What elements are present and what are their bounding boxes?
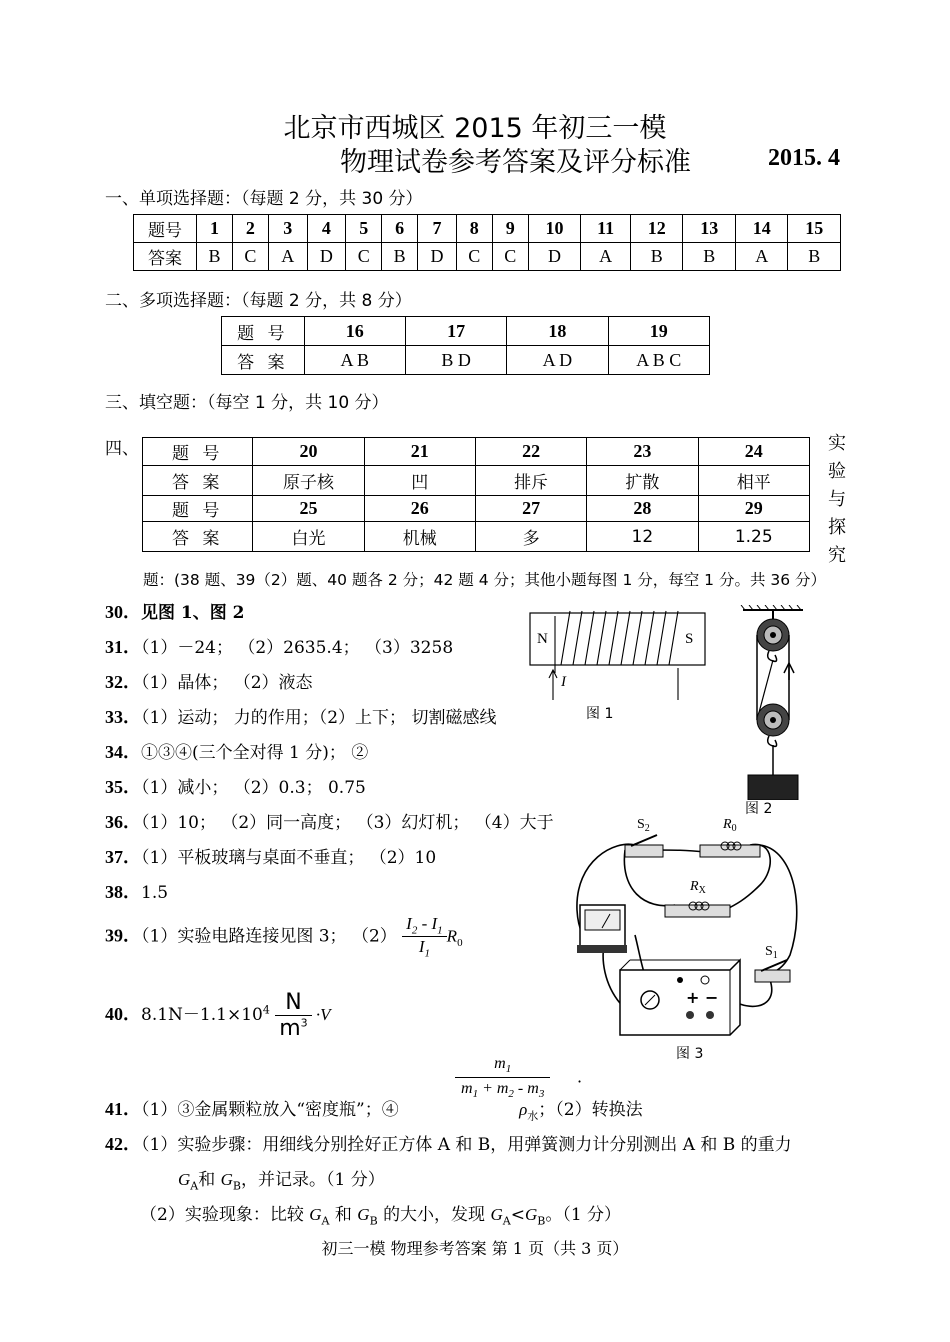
figure-2-pulley [735,605,810,800]
question-number-cell: 9 [492,215,528,243]
question-number-cell: 2 [232,215,268,243]
question-number-cell: 10 [528,215,580,243]
answer-cell: 凹 [364,466,475,496]
answer-36: 36．（1）10； （2）同一高度； （3）幻灯机； （4）大于 [105,812,554,833]
question-number-cell: 27 [475,496,586,522]
answer-cell: 机械 [364,522,475,552]
section-2-heading: 二、多项选择题：（每题 2 分，共 8 分） [105,291,412,311]
question-number-cell: 12 [630,215,682,243]
question-number-cell: 5 [346,215,382,243]
figure-1-caption: 图 1 [586,706,614,722]
answer-cell: 1.25 [698,522,809,552]
answer-cell: 相平 [698,466,809,496]
question-label: 题 号 [143,438,253,466]
answer-cell: B [683,243,735,271]
side-heading-char: 与 [828,489,846,510]
answer-34: 34．①③④(三个全对得 1 分)； ② [105,742,369,763]
answer-cell: D [307,243,346,271]
answer-cell: C [456,243,492,271]
answer-label: 答 案 [222,346,305,375]
answer-38: 38．1.5 [105,882,169,903]
question-label: 题 号 [222,317,305,346]
question-number-cell: 16 [304,317,405,346]
page-footer: 初三一模 物理参考答案 第 1 页（共 3 页） [321,1239,629,1258]
question-number-cell: 24 [698,438,809,466]
title-line-2: 物理试卷参考答案及评分标准 [340,147,691,178]
question-number-cell: 22 [475,438,586,466]
section-1-table [133,214,841,271]
question-number-cell: 26 [364,496,475,522]
section-4-prefix: 四、 [105,439,139,459]
section-4-heading: 题：(38 题、39（2）题、40 题各 2 分；42 题 4 分；其他小题每图 1 分，每空 1 分。共 36 分） [143,571,827,589]
question-label: 题号 [134,215,197,243]
question-number-cell: 29 [698,496,809,522]
answer-41: 41．（1）③金属颗粒放入“密度瓶”；④ $\rho_水$；（2）转换法 [105,1099,643,1123]
answer-cell: C [346,243,382,271]
answer-cell: D [528,243,580,271]
figure-1-electromagnet [525,608,715,703]
rx-label: $R_X$ [690,879,706,896]
section-2-table [221,316,710,375]
question-number-cell: 15 [788,215,841,243]
answer-42-line-1: 42．（1）实验步骤：用细线分别拴好正方体 A 和 B，用弹簧测力计分别测出 A 和 B 的重力 [105,1134,792,1155]
question-number-cell: 1 [197,215,233,243]
s1-label: $S_1$ [765,944,778,961]
question-number-cell: 25 [253,496,364,522]
answer-cell: B [382,243,418,271]
figure-2-caption: 图 2 [745,801,773,817]
answer-label: 答 案 [143,522,253,552]
side-heading-char: 验 [828,461,846,482]
section-3-heading: 三、填空题：（每空 1 分，共 10 分） [105,393,389,413]
side-heading-char: 究 [828,545,846,566]
question-number-cell: 17 [405,317,506,346]
answer-cell: A [735,243,787,271]
answer-42-line-2: $G_A$和 $G_B$，并记录。（1 分） [178,1170,385,1193]
answer-cell: 排斥 [475,466,586,496]
answer-cell: B [630,243,682,271]
figure-3-circuit [565,810,810,1045]
answer-42-line-3: （2）实验现象：比较 $G_A$ 和 $G_B$ 的大小，发现 $G_A<G_B$。（1 分） [140,1205,622,1228]
section-3-table [142,437,810,552]
question-number-cell: 18 [507,317,608,346]
answer-cell: A B C [608,346,709,375]
answer-cell: C [492,243,528,271]
question-number-cell: 13 [683,215,735,243]
unit-fraction: $\frac{N}{m^3}$ [275,990,311,1041]
answer-31: 31．（1）－24； （2）2635.4； （3）3258 [105,637,454,658]
question-number-cell: 4 [307,215,346,243]
exam-date: 2015. 4 [768,145,840,171]
answer-label: 答 案 [143,466,253,496]
answer-cell: A B [304,346,405,375]
answer-32: 32．（1）晶体； （2）液态 [105,672,313,693]
question-number-cell: 23 [587,438,698,466]
question-label: 题 号 [143,496,253,522]
answer-35: 35．（1）减小； （2）0.3； 0.75 [105,777,366,798]
answer-cell: 白光 [253,522,364,552]
question-number-cell: 6 [382,215,418,243]
answer-cell: C [232,243,268,271]
answer-30: 30．见图 1、图 2 [105,602,245,623]
svg-text:+ −: + − [686,988,719,1007]
r0-label: $R_0$ [723,817,737,834]
section-1-heading: 一、单项选择题：（每题 2 分，共 30 分） [105,189,423,209]
question-number-cell: 8 [456,215,492,243]
answer-label: 答案 [134,243,197,271]
answer-cell: D [418,243,457,271]
answer-39: 39．（1）实验电路连接见图 3； （2） $\frac{I_2 - I_1}{I_1}$ $R_0$ [105,914,463,960]
magnet-s-label: S [685,631,694,647]
side-heading-char: 探 [828,517,846,538]
current-label: I [561,674,566,690]
answer-cell: 12 [587,522,698,552]
question-number-cell: 11 [581,215,631,243]
question-number-cell: 7 [418,215,457,243]
question-number-cell: 3 [268,215,307,243]
answer-40: 40．$8.1N-1.1\times 10^4$ $\frac{N}{m^3}$ ·V [105,990,331,1041]
figure-3-caption: 图 3 [676,1046,704,1062]
formula-41: $m_1$ $m_1 + m_2 - m_3$ [455,1055,550,1100]
magnet-n-label: N [537,631,548,647]
answer-cell: 多 [475,522,586,552]
answer-cell: B D [405,346,506,375]
side-heading-char: 实 [828,433,846,454]
answer-cell: 扩散 [587,466,698,496]
answer-37: 37．（1）平板玻璃与桌面不垂直； （2）10 [105,847,437,868]
answer-cell: A [581,243,631,271]
question-number-cell: 20 [253,438,364,466]
question-number-cell: 28 [587,496,698,522]
answer-33: 33．（1）运动； 力的作用；（2）上下； 切割磁感线 [105,707,497,728]
answer-cell: B [788,243,841,271]
title-line-1: 北京市西城区 2015 年初三一模 [283,113,667,144]
formula-39: $\frac{I_2 - I_1}{I_1}$ [402,914,447,960]
answer-cell: B [197,243,233,271]
s2-label: $S_2$ [637,817,650,834]
answer-cell: A D [507,346,608,375]
answer-cell: 原子核 [253,466,364,496]
question-number-cell: 21 [364,438,475,466]
question-number-cell: 14 [735,215,787,243]
answer-cell: A [268,243,307,271]
question-number-cell: 19 [608,317,709,346]
